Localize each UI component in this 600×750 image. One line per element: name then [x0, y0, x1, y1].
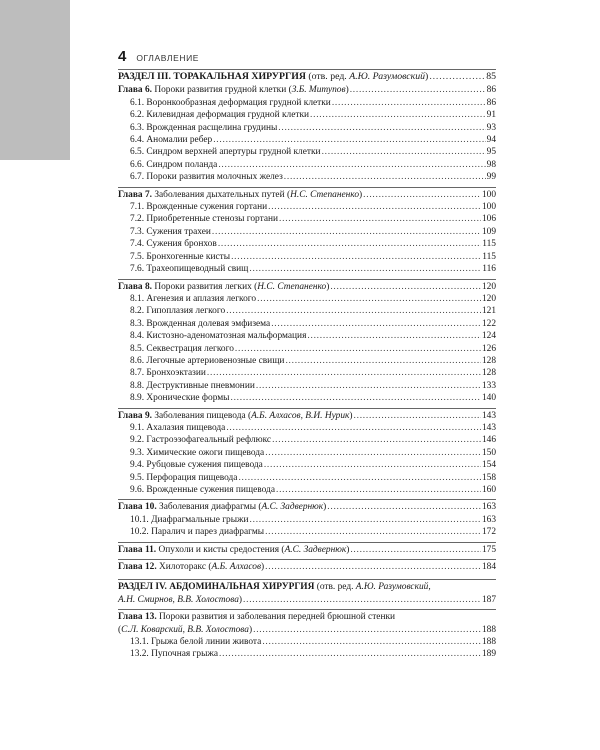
page-ref: 99 — [486, 172, 496, 183]
chapter-6-items — [118, 97, 496, 184]
toc-subentry[interactable]: 8.4. Кистозно-аденоматозная мальформация . . . 124 — [118, 330, 496, 342]
page-ref: 100 — [481, 202, 496, 213]
page-ref: 150 — [481, 447, 496, 458]
divider — [118, 499, 496, 500]
section-4-heading-line-1[interactable]: РАЗДЕЛ IV. АБДОМИНАЛЬНАЯ ХИРУРГИЯ (отв. ред. А.Ю. Разумовский, — [118, 582, 431, 593]
toc-subentry[interactable]: 6.4. Аномалии ребер . . . 94 — [118, 134, 496, 146]
divider — [118, 609, 496, 610]
toc-subentry[interactable]: 8.1. Агенезия и аплазия легкого . . . 120 — [118, 293, 496, 305]
page-ref: 146 — [481, 435, 496, 446]
page-ref: 98 — [486, 159, 496, 170]
page-ref: 122 — [481, 318, 496, 329]
chapter-13-items — [118, 636, 496, 661]
toc-subentry[interactable]: 7.1. Врожденные сужения гортани . . . 100 — [118, 201, 496, 213]
page-ref: 126 — [481, 343, 496, 354]
running-title: ОГЛАВЛЕНИЕ — [136, 53, 200, 63]
toc-subentry[interactable]: 13.1. Грыжа белой линии живота . . . 188 — [118, 636, 496, 648]
section-3-heading[interactable]: РАЗДЕЛ III. ТОРАКАЛЬНАЯ ХИРУРГИЯ (отв. ред. А.Ю. Разумовский) . . . 85 — [118, 71, 496, 83]
page-ref: 172 — [481, 527, 496, 538]
toc-subentry[interactable]: 10.1. Диафрагмальные грыжи . . . 163 — [118, 514, 496, 526]
page-ref: 189 — [481, 649, 496, 660]
toc-subentry[interactable]: 7.2. Приобретенные стенозы гортани . . . 106 — [118, 213, 496, 225]
toc-subentry[interactable]: 9.4. Рубцовые сужения пищевода . . . 154 — [118, 459, 496, 471]
toc-subentry[interactable]: 6.7. Пороки развития молочных желез . . . 99 — [118, 171, 496, 183]
divider — [118, 542, 496, 543]
toc-subentry[interactable]: 9.5. Перфорация пищевода . . . 158 — [118, 472, 496, 484]
toc-subentry[interactable]: 13.2. Пупочная грыжа . . . 189 — [118, 648, 496, 660]
page-ref: 133 — [481, 380, 496, 391]
page-ref: 128 — [481, 355, 496, 366]
toc-subentry[interactable]: 6.3. Врожденная расщелина грудины . . . 93 — [118, 122, 496, 134]
toc-subentry[interactable]: 9.3. Химические ожоги пищевода . . . 150 — [118, 447, 496, 459]
page-ref: 106 — [481, 214, 496, 225]
page-ref: 143 — [481, 422, 496, 433]
toc-subentry[interactable]: 6.1. Воронкообразная деформация грудной клетки . . . 86 — [118, 97, 496, 109]
toc-subentry[interactable]: 6.2. Килевидная деформация грудной клетки . . . 91 — [118, 109, 496, 121]
chapter-7-items — [118, 201, 496, 275]
page-ref: 158 — [481, 472, 496, 483]
divider — [118, 69, 496, 70]
page-number: 4 — [118, 48, 127, 65]
chapter-11-heading[interactable]: Глава 11. Опухоли и кисты средостения (А.С. Задвернюк) . . . 175 — [118, 544, 496, 556]
page-ref: 120 — [481, 293, 496, 304]
page-ref: 121 — [481, 306, 496, 317]
toc-subentry[interactable]: 7.3. Сужения трахеи . . . 109 — [118, 226, 496, 238]
chapter-13-heading-line-1[interactable]: Глава 13. Пороки развития и заболевания передней брюшной стенки — [118, 612, 396, 623]
page-ref: 94 — [486, 135, 496, 146]
toc-subentry[interactable]: 8.6. Легочные артериовенозные свищи . . . 128 — [118, 355, 496, 367]
chapter-9-heading[interactable]: Глава 9. Заболевания пищевода (А.Б. Алхасов, В.И. Нурик) . . . 143 — [118, 410, 496, 422]
page-ref: 124 — [481, 331, 496, 342]
page-ref: 154 — [481, 460, 496, 471]
table-of-contents — [118, 66, 496, 661]
page-ref: 115 — [482, 239, 496, 250]
toc-subentry[interactable]: 9.6. Врожденные сужения пищевода . . . 160 — [118, 484, 496, 496]
page-ref: 115 — [482, 251, 496, 262]
section-4-heading-line-2[interactable]: А.Н. Смирнов, В.В. Холостова) . . . 187 — [118, 594, 496, 606]
chapter-8-items — [118, 293, 496, 405]
toc-subentry[interactable]: 7.5. Бронхогенные кисты . . . 115 — [118, 251, 496, 263]
page-ref: 91 — [486, 110, 496, 121]
toc-subentry[interactable]: 8.3. Врожденная долевая эмфизема . . . 122 — [118, 318, 496, 330]
toc-subentry[interactable]: 8.2. Гипоплазия легкого . . . 121 — [118, 305, 496, 317]
page-ref: 86 — [486, 97, 496, 108]
page-ref: 95 — [486, 147, 496, 158]
page-ref: 140 — [481, 393, 496, 404]
page-ref: 188 — [481, 637, 496, 648]
chapter-10-items — [118, 514, 496, 539]
page-ref: 160 — [481, 485, 496, 495]
toc-subentry[interactable]: 7.6. Трахеопищеводный свищ . . . 116 — [118, 263, 496, 275]
divider — [118, 279, 496, 280]
chapter-6-heading[interactable]: Глава 6. Пороки развития грудной клетки (З.Б. Митупов) . . . 86 — [118, 84, 496, 96]
divider — [118, 559, 496, 560]
toc-subentry[interactable]: 9.1. Ахалазия пищевода . . . 143 — [118, 422, 496, 434]
toc-subentry[interactable]: 10.2. Паралич и парез диафрагмы . . . 172 — [118, 526, 496, 538]
page-ref: 109 — [481, 226, 496, 237]
page-ref: 93 — [486, 122, 496, 133]
gray-side-tab — [0, 0, 70, 160]
toc-subentry[interactable]: 8.7. Бронхоэктазии . . . 128 — [118, 367, 496, 379]
page-ref: 85 — [486, 71, 496, 82]
toc-subentry[interactable]: 7.4. Сужения бронхов . . . 115 — [118, 238, 496, 250]
divider — [118, 579, 496, 580]
page-header — [118, 48, 199, 65]
toc-subentry[interactable]: 6.6. Синдром поланда . . . 98 — [118, 159, 496, 171]
chapter-13-heading-line-2[interactable]: (С.Л. Коварский, В.В. Холостова) . . . 188 — [118, 624, 496, 636]
toc-subentry[interactable]: 9.2. Гастроэзофагеальный рефлюкс . . . 146 — [118, 434, 496, 446]
page-ref: 163 — [481, 514, 496, 525]
page-ref: 128 — [481, 368, 496, 379]
toc-subentry[interactable]: 8.9. Хронические формы . . . 140 — [118, 392, 496, 404]
toc-subentry[interactable]: 8.5. Секвестрация легкого . . . 126 — [118, 343, 496, 355]
divider — [118, 187, 496, 188]
chapter-7-heading[interactable]: Глава 7. Заболевания дыхательных путей (Н.С. Степаненко) . . . 100 — [118, 189, 496, 201]
page-ref: 116 — [482, 264, 496, 275]
chapter-12-heading[interactable]: Глава 12. Хилоторакс (А.Б. Алхасов) . . . 184 — [118, 561, 496, 573]
toc-subentry[interactable]: 6.5. Синдром верхней апертуры грудной клетки . . . 95 — [118, 146, 496, 158]
divider — [118, 408, 496, 409]
chapter-10-heading[interactable]: Глава 10. Заболевания диафрагмы (А.С. Задвернюк) . . . 163 — [118, 501, 496, 513]
toc-subentry[interactable]: 8.8. Деструктивные пневмонии . . . 133 — [118, 380, 496, 392]
chapter-8-heading[interactable]: Глава 8. Пороки развития легких (Н.С. Степаненко) . . . 120 — [118, 281, 496, 293]
chapter-9-items — [118, 422, 496, 496]
